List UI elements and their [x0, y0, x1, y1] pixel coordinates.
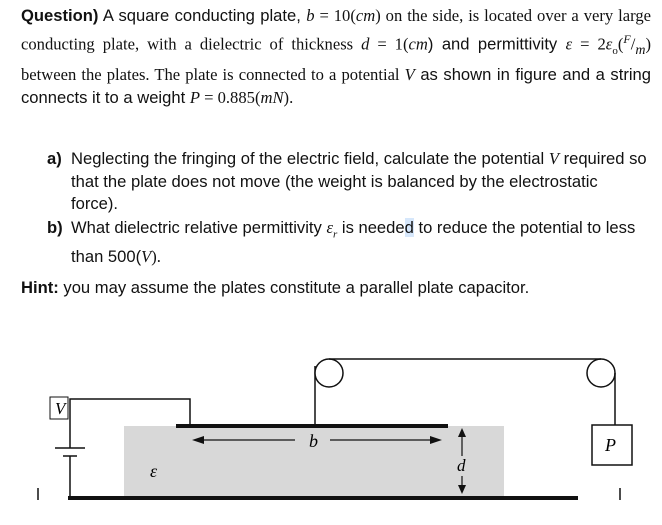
thickness-label: d	[457, 456, 466, 475]
question-text: A square conducting plate,	[98, 6, 307, 25]
unit-cm: cm	[355, 6, 376, 25]
right-pulley	[587, 359, 615, 387]
item-a-text: required so that the plate does not move (the weight is balanced by the electrostatic force).	[71, 149, 647, 213]
capacitor-figure	[0, 340, 662, 525]
hint-text: you may assume the plates constitute a parallel plate capacitor.	[58, 278, 530, 297]
question-text: ).	[283, 88, 294, 108]
item-b-label: b)	[47, 218, 63, 237]
vacuum-permittivity-symbol: ε	[605, 34, 613, 54]
thickness-symbol: d	[361, 34, 370, 54]
potential-symbol: V	[548, 149, 559, 168]
question-text: = 10(	[314, 6, 356, 25]
fraction-slash: /	[630, 34, 636, 54]
item-a-label: a)	[47, 149, 62, 168]
potential-symbol: V	[404, 64, 415, 84]
unit-mn: mN	[260, 88, 284, 108]
item-b	[47, 217, 649, 268]
unit-volt: V	[141, 246, 152, 266]
relative-permittivity-symbol: ε	[326, 218, 333, 237]
unit-meter: m	[635, 42, 646, 58]
item-b-text: to reduce the potential to less than 500(	[71, 218, 636, 266]
dielectric-label: ε	[150, 461, 158, 481]
item-a-text: Neglecting the fringing of the electric field, calculate the potential	[71, 149, 549, 168]
question-label: Question)	[21, 6, 99, 25]
permittivity-symbol: ε	[565, 34, 573, 54]
side-symbol: b	[306, 6, 315, 25]
item-a	[47, 148, 649, 216]
weight-symbol: P	[189, 88, 200, 108]
selected-text[interactable]: d	[404, 218, 414, 237]
question-text: = 1(	[369, 34, 409, 54]
item-b-text: What dielectric relative permittivity	[71, 218, 327, 237]
question-text: = 2	[572, 34, 606, 54]
hint-line	[21, 276, 529, 299]
unit-cm: cm	[408, 34, 428, 54]
question-text: ) on the side, is located over a very large conducting plate, with a dielectric of thickness	[21, 6, 651, 54]
question-text: ) and permittivity	[427, 34, 566, 54]
subscript: r	[332, 228, 338, 241]
hint-label: Hint:	[21, 278, 59, 297]
unit-farad: F	[623, 31, 631, 46]
question-paragraph	[21, 4, 651, 110]
item-b-text: is neede	[337, 218, 405, 237]
question-text: ) between the plates. The plate is connected to a potential	[21, 34, 651, 84]
item-b-text: ).	[151, 246, 161, 266]
question-text: (	[617, 34, 624, 54]
width-label: b	[309, 431, 318, 451]
question-text: = 0.885(	[199, 88, 261, 108]
left-pulley	[315, 359, 343, 387]
subscript: o	[612, 44, 618, 57]
voltage-label: V	[55, 399, 66, 418]
weight-label: P	[605, 435, 616, 455]
question-text: as shown in figure and a string connects it to a weight	[21, 64, 651, 108]
